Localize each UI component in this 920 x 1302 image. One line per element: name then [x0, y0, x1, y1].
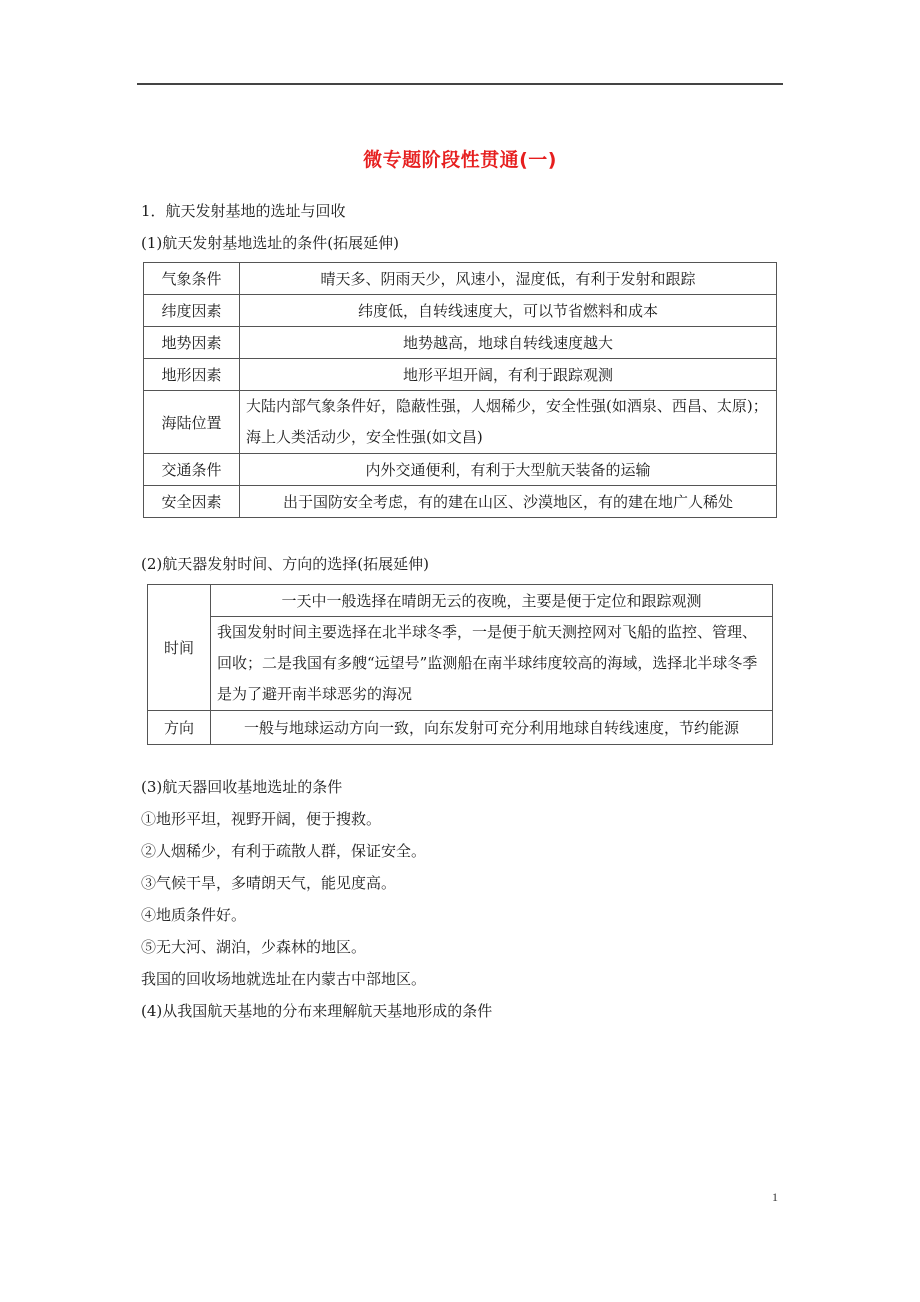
row-value: 出于国防安全考虑，有的建在山区、沙漠地区，有的建在地广人稀处 — [240, 486, 777, 518]
row-value: 地势越高，地球自转线速度越大 — [240, 327, 777, 359]
page-title: 微专题阶段性贯通(一) — [363, 149, 557, 171]
direction-label: 方向 — [148, 711, 211, 745]
row-value: 内外交通便利，有利于大型航天装备的运输 — [240, 454, 777, 486]
table-row — [144, 359, 777, 391]
row-value: 大陆内部气象条件好，隐蔽性强，人烟稀少，安全性强(如酒泉、西昌、太原)；海上人类活动少，安全性强(如文昌) — [240, 391, 777, 454]
table-row — [144, 486, 777, 518]
subsection-heading-2: (2)航天器发射时间、方向的选择(拓展延伸) — [141, 555, 429, 573]
row-label: 地形因素 — [144, 359, 240, 391]
time-label: 时间 — [148, 585, 211, 711]
row-value: 晴天多、阴雨天少，风速小，湿度低，有利于发射和跟踪 — [240, 263, 777, 295]
list-item: ②人烟稀少，有利于疏散人群，保证安全。 — [141, 842, 427, 860]
list-item: ①地形平坦，视野开阔，便于搜救。 — [141, 810, 382, 828]
recovery-site-note: 我国的回收场地就选址在内蒙古中部地区。 — [141, 970, 427, 988]
direction-value: 一般与地球运动方向一致，向东发射可充分利用地球自转线速度，节约能源 — [211, 711, 773, 745]
row-label: 海陆位置 — [144, 391, 240, 454]
subsection-heading-3: (3)航天器回收基地选址的条件 — [141, 778, 343, 796]
launch-site-conditions-table — [143, 262, 777, 518]
list-item: ⑤无大河、湖泊，少森林的地区。 — [141, 938, 367, 956]
table-row — [148, 585, 773, 617]
row-label: 地势因素 — [144, 327, 240, 359]
row-label: 安全因素 — [144, 486, 240, 518]
table-row — [148, 711, 773, 745]
time-value-2: 我国发射时间主要选择在北半球冬季，一是便于航天测控网对飞船的监控、管理、回收；二是我国有多艘“远望号”监测船在南半球纬度较高的海域，选择北半球冬季是为了避开南半球恶劣的海况 — [211, 617, 773, 711]
launch-time-direction-table — [147, 584, 773, 745]
subsection-heading-4: (4)从我国航天基地的分布来理解航天基地形成的条件 — [141, 1002, 493, 1020]
time-value-1: 一天中一般选择在晴朗无云的夜晚，主要是便于定位和跟踪观测 — [211, 585, 773, 617]
subsection-heading-1: (1)航天发射基地选址的条件(拓展延伸) — [141, 234, 399, 252]
table-row — [144, 391, 777, 454]
table-row — [144, 295, 777, 327]
page-number: 1 — [772, 1190, 778, 1204]
table-row — [144, 327, 777, 359]
list-item: ④地质条件好。 — [141, 906, 247, 924]
row-label: 纬度因素 — [144, 295, 240, 327]
table-row — [144, 454, 777, 486]
row-label: 交通条件 — [144, 454, 240, 486]
header-rule — [137, 83, 783, 85]
list-item: ③气候干旱，多晴朗天气，能见度高。 — [141, 874, 397, 892]
row-value: 纬度低，自转线速度大，可以节省燃料和成本 — [240, 295, 777, 327]
table-row — [144, 263, 777, 295]
row-label: 气象条件 — [144, 263, 240, 295]
section-heading-1: 1．航天发射基地的选址与回收 — [141, 202, 346, 220]
row-value: 地形平坦开阔，有利于跟踪观测 — [240, 359, 777, 391]
table-row — [148, 617, 773, 711]
